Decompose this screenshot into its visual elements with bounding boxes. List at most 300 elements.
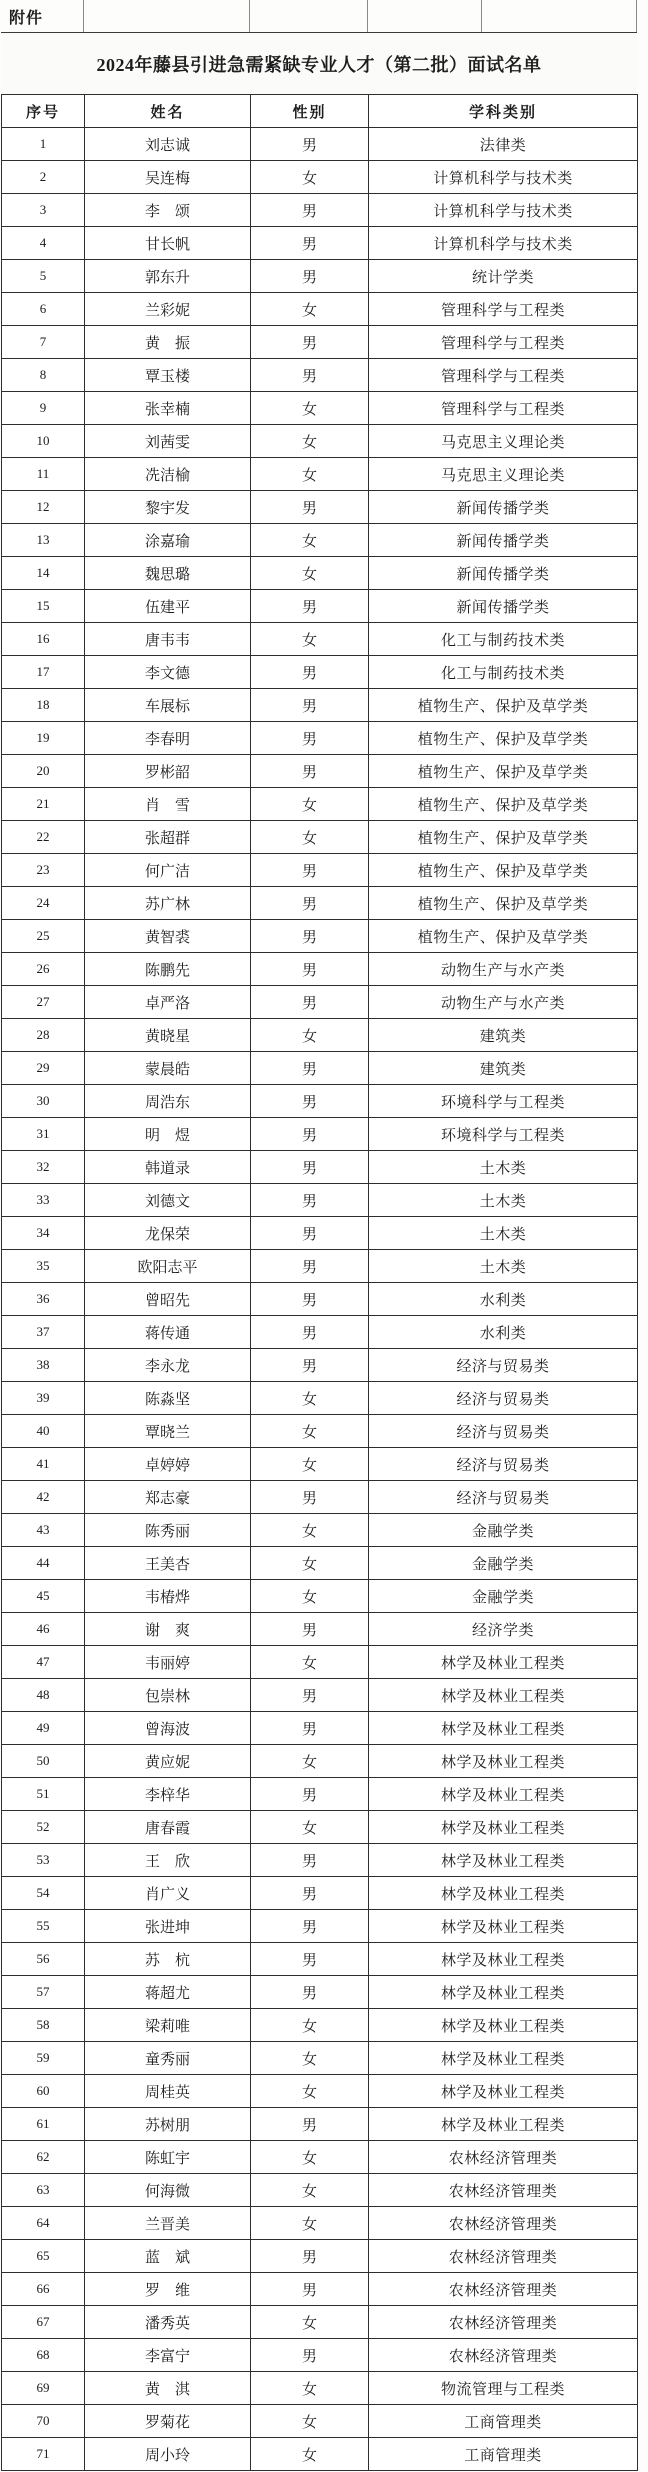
name-cell: 周小玲 [85,2438,251,2471]
table-row [2,953,638,986]
name-cell: 李 颂 [85,194,251,227]
table-row [2,2207,638,2240]
gender-cell: 女 [251,2207,369,2240]
name-cell: 王美杏 [85,1547,251,1580]
category-cell: 林学及林业工程类 [369,1778,638,1811]
index-cell: 10 [2,425,85,458]
index-cell: 33 [2,1184,85,1217]
name-cell: 苏 杭 [85,1943,251,1976]
table-row [2,1283,638,1316]
gender-cell: 女 [251,1646,369,1679]
category-cell: 农林经济管理类 [369,2240,638,2273]
table-row [2,2174,638,2207]
name-cell: 周浩东 [85,1085,251,1118]
index-cell: 42 [2,1481,85,1514]
gender-cell: 男 [251,1250,369,1283]
table-row [2,1217,638,1250]
gender-cell: 男 [251,920,369,953]
index-cell: 29 [2,1052,85,1085]
table-row [2,590,638,623]
name-cell: 蒋传通 [85,1316,251,1349]
category-cell: 植物生产、保护及草学类 [369,920,638,953]
table-row [2,458,638,491]
category-cell: 植物生产、保护及草学类 [369,821,638,854]
category-cell: 林学及林业工程类 [369,1679,638,1712]
gender-cell: 女 [251,1382,369,1415]
spreadsheet-top-strip [1,0,637,33]
gender-cell: 男 [251,227,369,260]
category-cell: 林学及林业工程类 [369,1712,638,1745]
gender-cell: 男 [251,1316,369,1349]
index-cell: 14 [2,557,85,590]
category-cell: 林学及林业工程类 [369,1943,638,1976]
gender-cell: 男 [251,887,369,920]
table-row [2,1019,638,1052]
name-cell: 覃玉楼 [85,359,251,392]
table-row [2,887,638,920]
name-cell: 罗彬韶 [85,755,251,788]
table-row [2,1811,638,1844]
index-cell: 11 [2,458,85,491]
category-cell: 经济与贸易类 [369,1415,638,1448]
category-cell: 林学及林业工程类 [369,1844,638,1877]
name-cell: 唐春霞 [85,1811,251,1844]
table-row [2,2075,638,2108]
table-row [2,1745,638,1778]
table-row [2,2042,638,2075]
name-cell: 欧阳志平 [85,1250,251,1283]
name-cell: 刘德文 [85,1184,251,1217]
table-row [2,1415,638,1448]
name-cell: 韦椿烨 [85,1580,251,1613]
table-row [2,524,638,557]
name-cell: 何广洁 [85,854,251,887]
category-cell: 统计学类 [369,260,638,293]
index-cell: 27 [2,986,85,1019]
index-cell: 65 [2,2240,85,2273]
name-cell: 张超群 [85,821,251,854]
gender-cell: 女 [251,2372,369,2405]
gender-cell: 男 [251,326,369,359]
table-row [2,194,638,227]
gender-cell: 女 [251,2042,369,2075]
table-header [2,95,638,128]
category-cell: 林学及林业工程类 [369,2108,638,2141]
table-row [2,557,638,590]
empty-cell [84,0,250,32]
empty-cell [250,0,368,32]
category-cell: 土木类 [369,1151,638,1184]
gender-cell: 男 [251,1151,369,1184]
category-cell: 农林经济管理类 [369,2207,638,2240]
table-row [2,1580,638,1613]
index-cell: 5 [2,260,85,293]
name-cell: 车展标 [85,689,251,722]
gender-cell: 女 [251,1415,369,1448]
index-cell: 69 [2,2372,85,2405]
category-cell: 经济与贸易类 [369,1382,638,1415]
gender-cell: 男 [251,689,369,722]
gender-cell: 男 [251,1349,369,1382]
category-cell: 农林经济管理类 [369,2306,638,2339]
index-cell: 62 [2,2141,85,2174]
column-header-name: 姓名 [85,95,251,128]
gender-cell: 女 [251,557,369,590]
category-cell: 土木类 [369,1184,638,1217]
table-row [2,1646,638,1679]
index-cell: 1 [2,128,85,161]
index-cell: 26 [2,953,85,986]
column-header-category: 学科类别 [369,95,638,128]
name-cell: 李梓华 [85,1778,251,1811]
title-band [1,33,637,94]
gender-cell: 男 [251,1184,369,1217]
table-row [2,2339,638,2372]
category-cell: 植物生产、保护及草学类 [369,788,638,821]
table-row [2,1778,638,1811]
name-cell: 肖广义 [85,1877,251,1910]
category-cell: 经济学类 [369,1613,638,1646]
gender-cell: 男 [251,953,369,986]
index-cell: 13 [2,524,85,557]
attachment-label: 附件 [9,9,44,27]
table-row [2,2438,638,2471]
category-cell: 植物生产、保护及草学类 [369,887,638,920]
index-cell: 15 [2,590,85,623]
index-cell: 3 [2,194,85,227]
category-cell: 农林经济管理类 [369,2174,638,2207]
name-cell: 黄 淇 [85,2372,251,2405]
name-cell: 王 欣 [85,1844,251,1877]
table-row [2,2141,638,2174]
category-cell: 建筑类 [369,1052,638,1085]
index-cell: 32 [2,1151,85,1184]
name-cell: 黎宇发 [85,491,251,524]
table-row [2,260,638,293]
gender-cell: 男 [251,1118,369,1151]
index-cell: 60 [2,2075,85,2108]
index-cell: 52 [2,1811,85,1844]
gender-cell: 女 [251,2174,369,2207]
gender-cell: 男 [251,1910,369,1943]
table-row [2,2405,638,2438]
empty-cell [368,0,482,32]
gender-cell: 男 [251,1481,369,1514]
table-row [2,722,638,755]
gender-cell: 男 [251,491,369,524]
index-cell: 66 [2,2273,85,2306]
name-cell: 刘茜雯 [85,425,251,458]
category-cell: 植物生产、保护及草学类 [369,854,638,887]
category-cell: 植物生产、保护及草学类 [369,689,638,722]
category-cell: 物流管理与工程类 [369,2372,638,2405]
table-row [2,1943,638,1976]
name-cell: 兰彩妮 [85,293,251,326]
table-row [2,1481,638,1514]
index-cell: 50 [2,1745,85,1778]
name-cell: 梁莉唯 [85,2009,251,2042]
name-cell: 韩道录 [85,1151,251,1184]
index-cell: 64 [2,2207,85,2240]
index-cell: 7 [2,326,85,359]
index-cell: 41 [2,1448,85,1481]
name-cell: 蒋超尤 [85,1976,251,2009]
table-row [2,1613,638,1646]
gender-cell: 男 [251,194,369,227]
gender-cell: 男 [251,1712,369,1745]
table-row [2,1448,638,1481]
name-cell: 李春明 [85,722,251,755]
index-cell: 48 [2,1679,85,1712]
index-cell: 59 [2,2042,85,2075]
category-cell: 管理科学与工程类 [369,326,638,359]
table-row [2,1910,638,1943]
table-row [2,755,638,788]
category-cell: 水利类 [369,1316,638,1349]
name-cell: 曾海波 [85,1712,251,1745]
gender-cell: 女 [251,821,369,854]
table-row [2,293,638,326]
name-cell: 黄 振 [85,326,251,359]
table-row [2,689,638,722]
page-title: 2024年藤县引进急需紧缺专业人才（第二批）面试名单 [96,54,542,75]
index-cell: 67 [2,2306,85,2339]
gender-cell: 女 [251,1547,369,1580]
gender-cell: 男 [251,1943,369,1976]
name-cell: 蓝 斌 [85,2240,251,2273]
index-cell: 56 [2,1943,85,1976]
gender-cell: 男 [251,1976,369,2009]
gender-cell: 女 [251,623,369,656]
table-row [2,1118,638,1151]
category-cell: 工商管理类 [369,2405,638,2438]
name-cell: 谢 爽 [85,1613,251,1646]
category-cell: 水利类 [369,1283,638,1316]
name-cell: 伍建平 [85,590,251,623]
gender-cell: 男 [251,260,369,293]
table-row [2,1844,638,1877]
table-row [2,1052,638,1085]
gender-cell: 男 [251,722,369,755]
column-header-gender: 性别 [251,95,369,128]
table-row [2,227,638,260]
table-row [2,1382,638,1415]
name-cell: 黄智裘 [85,920,251,953]
category-cell: 计算机科学与技术类 [369,194,638,227]
index-cell: 28 [2,1019,85,1052]
name-cell: 曾昭先 [85,1283,251,1316]
gender-cell: 男 [251,359,369,392]
category-cell: 环境科学与工程类 [369,1118,638,1151]
table-row [2,1514,638,1547]
category-cell: 管理科学与工程类 [369,293,638,326]
index-cell: 39 [2,1382,85,1415]
table-row [2,2108,638,2141]
gender-cell: 女 [251,2405,369,2438]
name-cell: 卓严洛 [85,986,251,1019]
category-cell: 新闻传播学类 [369,524,638,557]
gender-cell: 男 [251,2339,369,2372]
name-cell: 陈鹏先 [85,953,251,986]
table-row [2,1349,638,1382]
category-cell: 计算机科学与技术类 [369,161,638,194]
category-cell: 动物生产与水产类 [369,986,638,1019]
table-row [2,1316,638,1349]
index-cell: 24 [2,887,85,920]
gender-cell: 男 [251,656,369,689]
name-cell: 潘秀英 [85,2306,251,2339]
table-row [2,2273,638,2306]
index-cell: 4 [2,227,85,260]
name-cell: 陈淼坚 [85,1382,251,1415]
category-cell: 管理科学与工程类 [369,392,638,425]
index-cell: 21 [2,788,85,821]
name-cell: 李永龙 [85,1349,251,1382]
category-cell: 农林经济管理类 [369,2339,638,2372]
name-cell: 张进坤 [85,1910,251,1943]
empty-cell [482,0,637,32]
table-row [2,1547,638,1580]
index-cell: 71 [2,2438,85,2471]
category-cell: 化工与制药技术类 [369,623,638,656]
name-cell: 周桂英 [85,2075,251,2108]
category-cell: 动物生产与水产类 [369,953,638,986]
name-cell: 何海微 [85,2174,251,2207]
category-cell: 经济与贸易类 [369,1481,638,1514]
index-cell: 46 [2,1613,85,1646]
index-cell: 47 [2,1646,85,1679]
gender-cell: 男 [251,128,369,161]
name-cell: 李文德 [85,656,251,689]
gender-cell: 女 [251,2306,369,2339]
gender-cell: 女 [251,1580,369,1613]
index-cell: 58 [2,2009,85,2042]
category-cell: 植物生产、保护及草学类 [369,755,638,788]
name-cell: 童秀丽 [85,2042,251,2075]
gender-cell: 男 [251,1877,369,1910]
gender-cell: 女 [251,293,369,326]
index-cell: 57 [2,1976,85,2009]
category-cell: 林学及林业工程类 [369,1877,638,1910]
table-row [2,128,638,161]
gender-cell: 女 [251,425,369,458]
name-cell: 刘志诚 [85,128,251,161]
name-cell: 张幸楠 [85,392,251,425]
gender-cell: 男 [251,1283,369,1316]
name-cell: 明 煜 [85,1118,251,1151]
table-row [2,788,638,821]
name-cell: 蒙晨皓 [85,1052,251,1085]
category-cell: 土木类 [369,1250,638,1283]
gender-cell: 女 [251,2075,369,2108]
name-cell: 肖 雪 [85,788,251,821]
index-cell: 51 [2,1778,85,1811]
category-cell: 林学及林业工程类 [369,1910,638,1943]
table-row [2,1712,638,1745]
table-row [2,1151,638,1184]
index-cell: 54 [2,1877,85,1910]
table-row [2,1877,638,1910]
name-cell: 陈秀丽 [85,1514,251,1547]
gender-cell: 男 [251,1613,369,1646]
category-cell: 化工与制药技术类 [369,656,638,689]
category-cell: 马克思主义理论类 [369,425,638,458]
index-cell: 34 [2,1217,85,1250]
gender-cell: 女 [251,1811,369,1844]
gender-cell: 女 [251,2009,369,2042]
index-cell: 9 [2,392,85,425]
gender-cell: 女 [251,1745,369,1778]
table-row [2,491,638,524]
index-cell: 53 [2,1844,85,1877]
index-cell: 61 [2,2108,85,2141]
gender-cell: 女 [251,1514,369,1547]
table-row [2,1976,638,2009]
roster-table [1,94,638,2471]
category-cell: 林学及林业工程类 [369,1646,638,1679]
index-cell: 35 [2,1250,85,1283]
gender-cell: 男 [251,1052,369,1085]
header-row [2,95,638,128]
table-row [2,1250,638,1283]
name-cell: 龙保荣 [85,1217,251,1250]
category-cell: 农林经济管理类 [369,2141,638,2174]
index-cell: 22 [2,821,85,854]
table-row [2,2009,638,2042]
name-cell: 罗菊花 [85,2405,251,2438]
gender-cell: 女 [251,524,369,557]
index-cell: 17 [2,656,85,689]
category-cell: 工商管理类 [369,2438,638,2471]
gender-cell: 男 [251,2273,369,2306]
category-cell: 环境科学与工程类 [369,1085,638,1118]
index-cell: 12 [2,491,85,524]
category-cell: 法律类 [369,128,638,161]
name-cell: 覃晓兰 [85,1415,251,1448]
name-cell: 吴连梅 [85,161,251,194]
name-cell: 卓婷婷 [85,1448,251,1481]
table-row [2,326,638,359]
index-cell: 16 [2,623,85,656]
gender-cell: 女 [251,2141,369,2174]
table-row [2,161,638,194]
index-cell: 36 [2,1283,85,1316]
index-cell: 44 [2,1547,85,1580]
category-cell: 经济与贸易类 [369,1349,638,1382]
index-cell: 31 [2,1118,85,1151]
name-cell: 苏树朋 [85,2108,251,2141]
name-cell: 黄应妮 [85,1745,251,1778]
column-header-index: 序号 [2,95,85,128]
table-body [2,128,638,2471]
category-cell: 新闻传播学类 [369,590,638,623]
table-row [2,986,638,1019]
table-row [2,1679,638,1712]
gender-cell: 男 [251,755,369,788]
index-cell: 70 [2,2405,85,2438]
index-cell: 68 [2,2339,85,2372]
gender-cell: 女 [251,2438,369,2471]
index-cell: 8 [2,359,85,392]
gender-cell: 男 [251,854,369,887]
index-cell: 63 [2,2174,85,2207]
gender-cell: 男 [251,590,369,623]
category-cell: 林学及林业工程类 [369,1976,638,2009]
index-cell: 49 [2,1712,85,1745]
index-cell: 40 [2,1415,85,1448]
index-cell: 20 [2,755,85,788]
gender-cell: 男 [251,2240,369,2273]
